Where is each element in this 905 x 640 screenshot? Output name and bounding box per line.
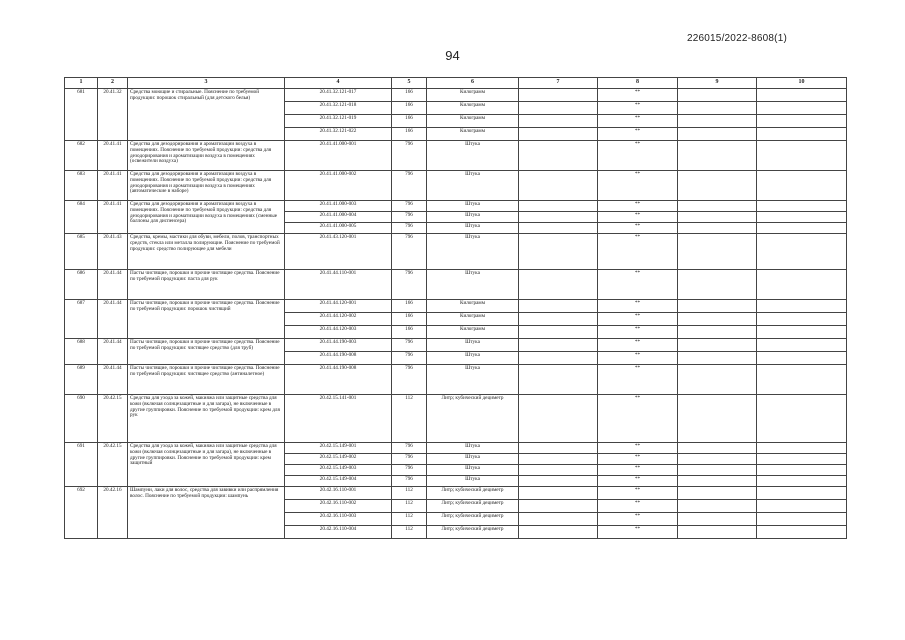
col-8-cell: ** — [598, 513, 678, 526]
col-9-cell — [678, 454, 757, 465]
ktru-code: 20.42.15.149-001 — [285, 443, 392, 454]
row-description: Пасты чистящие, порошки и прочие чистящие средства. Пояснение по требуемой продукции: чистящее средство (для труб) — [128, 339, 285, 365]
unit-name: Штука — [427, 201, 519, 212]
row-description: Средства моющие и стиральные. Пояснение по требуемой продукции: порошок стиральный (для детского белья) — [128, 89, 285, 141]
col-9-cell — [678, 526, 757, 539]
unit-name: Штука — [427, 223, 519, 234]
col-7-cell — [519, 454, 598, 465]
col-8-cell: ** — [598, 487, 678, 500]
ktru-code: 20.42.16.110-002 — [285, 500, 392, 513]
col-7-cell — [519, 102, 598, 115]
okei-code: 166 — [392, 300, 427, 313]
ktru-code: 20.42.15.149-004 — [285, 476, 392, 487]
okei-code: 796 — [392, 270, 427, 300]
col-8-cell: ** — [598, 115, 678, 128]
row-description: Пасты чистящие, порошки и прочие чистящие средства. Пояснение по требуемой продукции: порошок чистящий — [128, 300, 285, 339]
unit-name: Литр; кубический дециметр — [427, 500, 519, 513]
col-7-cell — [519, 212, 598, 223]
col-9-cell — [678, 465, 757, 476]
okpd-code: 20.42.15 — [98, 395, 128, 443]
table-row — [65, 443, 847, 454]
col-10-cell — [757, 300, 847, 313]
col-7-cell — [519, 128, 598, 141]
col-8-cell: ** — [598, 128, 678, 141]
col-10-cell — [757, 395, 847, 443]
col-7-cell — [519, 365, 598, 395]
col-8-cell: ** — [598, 212, 678, 223]
col-8-cell: ** — [598, 352, 678, 365]
col-9-cell — [678, 128, 757, 141]
unit-name: Килограмм — [427, 128, 519, 141]
unit-name: Литр; кубический дециметр — [427, 487, 519, 500]
okei-code: 796 — [392, 339, 427, 352]
col-7-cell — [519, 339, 598, 352]
col-9-cell — [678, 476, 757, 487]
table-row — [65, 339, 847, 352]
col-10-cell — [757, 487, 847, 500]
col-9-cell — [678, 500, 757, 513]
col-7-cell — [519, 326, 598, 339]
ktru-code: 20.41.41.000-002 — [285, 171, 392, 201]
col-10-cell — [757, 454, 847, 465]
col-8-cell: ** — [598, 526, 678, 539]
okei-code: 166 — [392, 89, 427, 102]
ktru-code: 20.42.15.149-002 — [285, 454, 392, 465]
ktru-code: 20.42.16.110-004 — [285, 526, 392, 539]
col-9-cell — [678, 326, 757, 339]
unit-name: Штука — [427, 339, 519, 352]
okei-code: 796 — [392, 443, 427, 454]
col-10-cell — [757, 526, 847, 539]
okpd-code: 20.41.43 — [98, 234, 128, 270]
col-9-cell — [678, 513, 757, 526]
col-10-cell — [757, 270, 847, 300]
col-10-cell — [757, 141, 847, 171]
row-number: 681 — [65, 89, 98, 141]
col-header: 8 — [598, 78, 678, 89]
table-row — [65, 89, 847, 102]
okei-code: 112 — [392, 513, 427, 526]
okei-code: 796 — [392, 223, 427, 234]
table-row — [65, 171, 847, 201]
col-7-cell — [519, 171, 598, 201]
col-9-cell — [678, 141, 757, 171]
col-9-cell — [678, 313, 757, 326]
unit-name: Штука — [427, 270, 519, 300]
col-10-cell — [757, 365, 847, 395]
table-row — [65, 141, 847, 171]
col-9-cell — [678, 102, 757, 115]
header-row — [65, 78, 847, 89]
col-header: 7 — [519, 78, 598, 89]
row-number: 687 — [65, 300, 98, 339]
unit-name: Килограмм — [427, 89, 519, 102]
okei-code: 166 — [392, 115, 427, 128]
table-row — [65, 395, 847, 443]
col-9-cell — [678, 352, 757, 365]
col-8-cell: ** — [598, 454, 678, 465]
okei-code: 112 — [392, 395, 427, 443]
col-8-cell: ** — [598, 300, 678, 313]
ktru-code: 20.41.44.120-002 — [285, 313, 392, 326]
col-10-cell — [757, 128, 847, 141]
col-9-cell — [678, 201, 757, 212]
col-9-cell — [678, 223, 757, 234]
col-10-cell — [757, 352, 847, 365]
col-8-cell: ** — [598, 141, 678, 171]
ktru-code: 20.41.41.000-005 — [285, 223, 392, 234]
okpd-code: 20.41.41 — [98, 201, 128, 234]
col-9-cell — [678, 300, 757, 313]
col-8-cell: ** — [598, 395, 678, 443]
row-description: Пасты чистящие, порошки и прочие чистящие средства. Пояснение по требуемой продукции: паста для рук — [128, 270, 285, 300]
okei-code: 796 — [392, 141, 427, 171]
okpd-code: 20.41.32 — [98, 89, 128, 141]
row-number: 683 — [65, 171, 98, 201]
col-10-cell — [757, 513, 847, 526]
okei-code: 796 — [392, 476, 427, 487]
col-9-cell — [678, 365, 757, 395]
okei-code: 166 — [392, 313, 427, 326]
unit-name: Штука — [427, 171, 519, 201]
unit-name: Литр; кубический дециметр — [427, 395, 519, 443]
col-9-cell — [678, 443, 757, 454]
unit-name: Литр; кубический дециметр — [427, 513, 519, 526]
col-header: 5 — [392, 78, 427, 89]
row-description: Средства для дезодорирования и ароматизации воздуха в помещениях. Пояснение по требуемой продукции: средства для дезодорирования и ароматизации воздуха в помещениях (автоматические в наборе) — [128, 171, 285, 201]
okpd-code: 20.41.44 — [98, 270, 128, 300]
okpd-code: 20.41.41 — [98, 171, 128, 201]
ktru-code: 20.41.41.000-003 — [285, 201, 392, 212]
ktru-code: 20.41.41.000-001 — [285, 141, 392, 171]
ktru-code: 20.41.32.121-019 — [285, 115, 392, 128]
okei-code: 796 — [392, 465, 427, 476]
ktru-code: 20.41.44.190-008 — [285, 352, 392, 365]
okei-code: 796 — [392, 352, 427, 365]
okei-code: 796 — [392, 234, 427, 270]
col-8-cell: ** — [598, 270, 678, 300]
col-9-cell — [678, 115, 757, 128]
col-10-cell — [757, 212, 847, 223]
okpd-code: 20.42.16 — [98, 487, 128, 539]
col-10-cell — [757, 476, 847, 487]
row-number: 684 — [65, 201, 98, 234]
page-number: 94 — [445, 48, 460, 63]
col-7-cell — [519, 465, 598, 476]
unit-name: Килограмм — [427, 313, 519, 326]
col-7-cell — [519, 201, 598, 212]
col-10-cell — [757, 339, 847, 352]
okei-code: 796 — [392, 212, 427, 223]
okei-code: 112 — [392, 526, 427, 539]
unit-name: Штука — [427, 234, 519, 270]
col-7-cell — [519, 313, 598, 326]
okpd-code: 20.41.44 — [98, 339, 128, 365]
unit-name: Штука — [427, 365, 519, 395]
col-8-cell: ** — [598, 102, 678, 115]
col-10-cell — [757, 223, 847, 234]
ktru-code: 20.41.32.121-018 — [285, 102, 392, 115]
col-9-cell — [678, 339, 757, 352]
col-7-cell — [519, 223, 598, 234]
okei-code: 166 — [392, 128, 427, 141]
col-9-cell — [678, 270, 757, 300]
table-row — [65, 201, 847, 212]
ktru-code: 20.41.32.121-017 — [285, 89, 392, 102]
unit-name: Штука — [427, 352, 519, 365]
okpd-code: 20.41.44 — [98, 365, 128, 395]
ktru-code: 20.41.44.120-001 — [285, 300, 392, 313]
ktru-code: 20.41.32.121-022 — [285, 128, 392, 141]
okei-code: 166 — [392, 326, 427, 339]
col-8-cell: ** — [598, 313, 678, 326]
row-number: 682 — [65, 141, 98, 171]
col-7-cell — [519, 476, 598, 487]
col-7-cell — [519, 513, 598, 526]
col-7-cell — [519, 270, 598, 300]
col-8-cell: ** — [598, 234, 678, 270]
row-number: 691 — [65, 443, 98, 487]
ktru-code: 20.42.15.141-001 — [285, 395, 392, 443]
ktru-code: 20.41.44.190-008 — [285, 365, 392, 395]
okei-code: 112 — [392, 487, 427, 500]
row-number: 686 — [65, 270, 98, 300]
unit-name: Килограмм — [427, 115, 519, 128]
unit-name: Штука — [427, 443, 519, 454]
table-row — [65, 487, 847, 500]
unit-name: Штука — [427, 476, 519, 487]
col-header: 1 — [65, 78, 98, 89]
col-8-cell: ** — [598, 476, 678, 487]
unit-name: Штука — [427, 465, 519, 476]
col-7-cell — [519, 526, 598, 539]
col-10-cell — [757, 313, 847, 326]
okei-code: 796 — [392, 171, 427, 201]
document-number: 226015/2022-8608(1) — [687, 33, 787, 44]
col-7-cell — [519, 141, 598, 171]
col-header: 9 — [678, 78, 757, 89]
table-row — [65, 300, 847, 313]
col-10-cell — [757, 201, 847, 212]
okei-code: 166 — [392, 102, 427, 115]
col-10-cell — [757, 500, 847, 513]
col-9-cell — [678, 89, 757, 102]
row-description: Шампуни, лаки для волос, средства для завивки или распрямления волос. Пояснение по требуемой продукции: шампунь — [128, 487, 285, 539]
col-header: 4 — [285, 78, 392, 89]
col-7-cell — [519, 89, 598, 102]
okpd-code: 20.41.41 — [98, 141, 128, 171]
col-8-cell: ** — [598, 223, 678, 234]
col-10-cell — [757, 234, 847, 270]
col-8-cell: ** — [598, 326, 678, 339]
okei-code: 796 — [392, 201, 427, 212]
okpd-code: 20.42.15 — [98, 443, 128, 487]
col-8-cell: ** — [598, 339, 678, 352]
row-number: 692 — [65, 487, 98, 539]
row-number: 685 — [65, 234, 98, 270]
col-header: 10 — [757, 78, 847, 89]
row-number: 688 — [65, 339, 98, 365]
okei-code: 796 — [392, 365, 427, 395]
ktru-code: 20.42.15.149-003 — [285, 465, 392, 476]
row-description: Средства для ухода за кожей, макияжа или защитные средства для кожи (включая солнцезащитные и для загара), не включенные в другие группировки. Пояснение по требуемой продукции: крем защитный — [128, 443, 285, 487]
col-7-cell — [519, 443, 598, 454]
okei-code: 112 — [392, 500, 427, 513]
unit-name: Килограмм — [427, 300, 519, 313]
col-8-cell: ** — [598, 89, 678, 102]
ktru-code: 20.42.16.110-003 — [285, 513, 392, 526]
unit-name: Штука — [427, 212, 519, 223]
table-row — [65, 365, 847, 395]
col-8-cell: ** — [598, 171, 678, 201]
ktru-code: 20.41.44.120-003 — [285, 326, 392, 339]
col-9-cell — [678, 487, 757, 500]
row-description: Пасты чистящие, порошки и прочие чистящие средства. Пояснение по требуемой продукции: чистящее средство (антиналетное) — [128, 365, 285, 395]
col-9-cell — [678, 234, 757, 270]
okei-code: 796 — [392, 454, 427, 465]
col-9-cell — [678, 171, 757, 201]
row-number: 689 — [65, 365, 98, 395]
col-8-cell: ** — [598, 365, 678, 395]
col-8-cell: ** — [598, 500, 678, 513]
col-9-cell — [678, 395, 757, 443]
col-8-cell: ** — [598, 201, 678, 212]
col-10-cell — [757, 102, 847, 115]
col-7-cell — [519, 500, 598, 513]
ktru-code: 20.41.44.190-003 — [285, 339, 392, 352]
col-8-cell: ** — [598, 443, 678, 454]
procurement-table — [64, 77, 847, 539]
unit-name: Килограмм — [427, 326, 519, 339]
table-row — [65, 270, 847, 300]
col-10-cell — [757, 115, 847, 128]
unit-name: Штука — [427, 141, 519, 171]
ktru-code: 20.41.44.110-001 — [285, 270, 392, 300]
col-9-cell — [678, 212, 757, 223]
row-number: 690 — [65, 395, 98, 443]
col-7-cell — [519, 300, 598, 313]
col-10-cell — [757, 465, 847, 476]
col-header: 2 — [98, 78, 128, 89]
col-10-cell — [757, 326, 847, 339]
okpd-code: 20.41.44 — [98, 300, 128, 339]
unit-name: Килограмм — [427, 102, 519, 115]
row-description: Средства для дезодорирования и ароматизации воздуха в помещениях. Пояснение по требуемой продукции: средства для дезодорирования и ароматизации воздуха в помещениях (сменные баллоны для диспенсера) — [128, 201, 285, 234]
ktru-code: 20.42.16.110-001 — [285, 487, 392, 500]
ktru-code: 20.41.43.120-001 — [285, 234, 392, 270]
ktru-code: 20.41.41.000-004 — [285, 212, 392, 223]
unit-name: Литр; кубический дециметр — [427, 526, 519, 539]
col-10-cell — [757, 443, 847, 454]
col-7-cell — [519, 395, 598, 443]
col-10-cell — [757, 89, 847, 102]
col-7-cell — [519, 115, 598, 128]
row-description: Средства для ухода за кожей, макияжа или защитные средства для кожи (включая солнцезащитные и для загара), не включенные в другие группировки. Пояснение по требуемой продукции: крем для рук — [128, 395, 285, 443]
col-header: 3 — [128, 78, 285, 89]
table-row — [65, 234, 847, 270]
col-7-cell — [519, 352, 598, 365]
col-7-cell — [519, 234, 598, 270]
col-8-cell: ** — [598, 465, 678, 476]
unit-name: Штука — [427, 454, 519, 465]
col-7-cell — [519, 487, 598, 500]
row-description: Средства для дезодорирования и ароматизации воздуха в помещениях. Пояснение по требуемой продукции: средства для дезодорирования и ароматизации воздуха в помещениях (освежители воздуха) — [128, 141, 285, 171]
col-10-cell — [757, 171, 847, 201]
col-header: 6 — [427, 78, 519, 89]
row-description: Средства, кремы, мастики для обуви, мебели, полов, транспортных средств, стекла или металла полирующие. Пояснение по требуемой продукции: средство полирующее для мебели — [128, 234, 285, 270]
